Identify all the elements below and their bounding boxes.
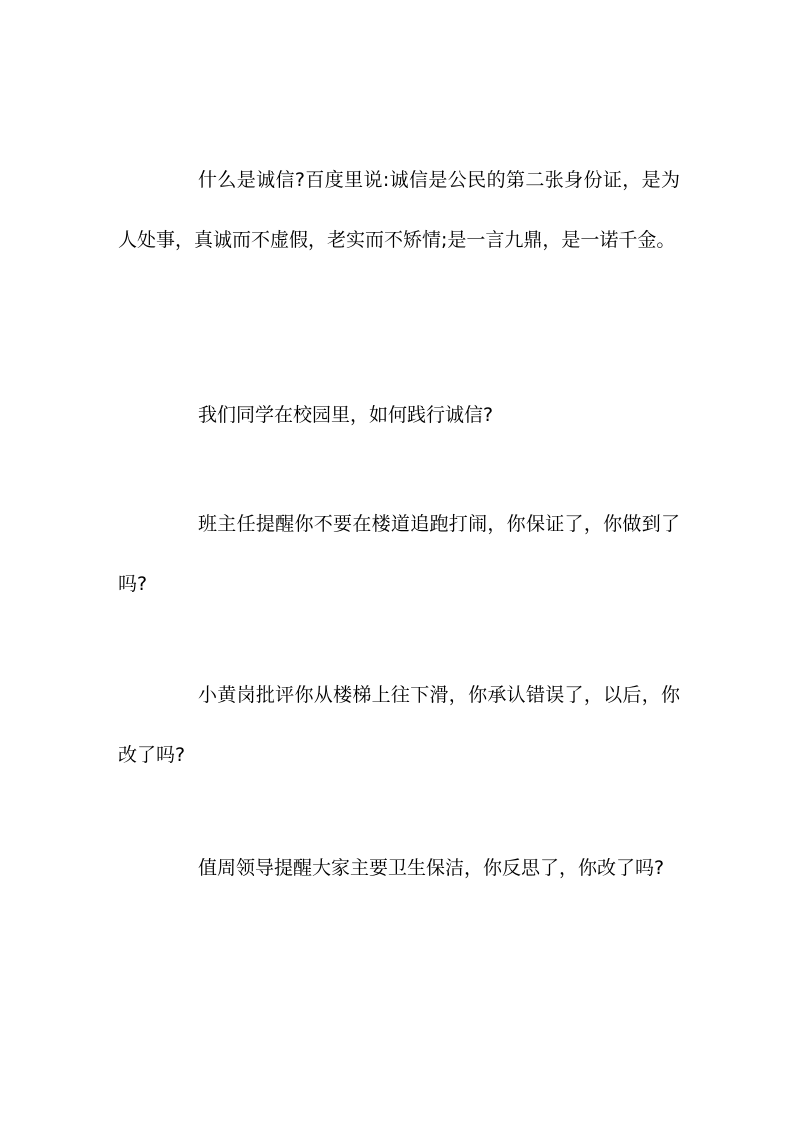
paragraph-definition: 什么是诚信?百度里说:诚信是公民的第二张身份证，是为人处事，真诚而不虚假，老实而不矫情;是一言九鼎，是一诺千金。 xyxy=(118,169,680,251)
paragraph-duty-leader: 值周领导提醒大家主要卫生保洁，你反思了，你改了吗? xyxy=(198,857,665,879)
paragraph-question: 我们同学在校园里，如何践行诚信? xyxy=(198,404,494,426)
paragraph-class-teacher: 班主任提醒你不要在楼道追跑打闹，你保证了，你做到了吗? xyxy=(118,513,680,595)
paragraph-monitor: 小黄岗批评你从楼梯上往下滑，你承认错误了，以后，你改了吗? xyxy=(118,684,680,766)
